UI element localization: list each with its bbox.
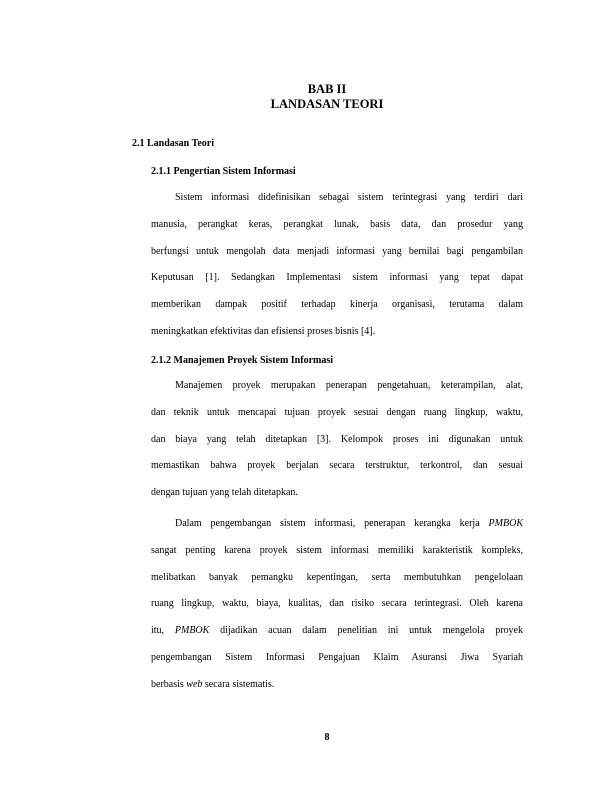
subsection-heading-2-1-1: 2.1.1 Pengertian Sistem Informasi [151, 166, 296, 177]
section-heading-2-1: 2.1 Landasan Teori [132, 138, 214, 149]
paragraph-line: ruang lingkup, waktu, biaya, kualitas, dan risiko secara terintegrasi. Oleh karena [151, 598, 523, 610]
paragraph-line: pengembangan Sistem Informasi Pengajuan Klaim Asuransi Jiwa Syariah [151, 651, 523, 663]
paragraph-line: memastikan bahwa proyek berjalan secara terstruktur, terkontrol, dan sesuai [151, 460, 523, 472]
paragraph-line: memberikan dampak positif terhadap kinerja organisasi, terutama dalam [151, 299, 523, 311]
paragraph-line: sangat penting karena proyek sistem informasi memiliki karakteristik kompleks, [151, 544, 523, 556]
paragraph-line: Sistem informasi didefinisikan sebagai sistem terintegrasi yang terdiri dari [175, 192, 523, 203]
paragraph-line: Keputusan [1]. Sedangkan Implementasi sistem informasi yang tepat dapat [151, 272, 523, 284]
paragraph-line: Dalam pengembangan sistem informasi, penerapan kerangka kerja PMBOK [175, 518, 523, 529]
paragraph-line: dan teknik untuk mencapai tujuan proyek sesuai dengan ruang lingkup, waktu, [151, 406, 523, 418]
chapter-title: LANDASAN TEORI [270, 97, 384, 111]
paragraph-line: Manajemen proyek merupakan penerapan pengetahuan, keterampilan, alat, [175, 380, 523, 391]
paragraph-line: berfungsi untuk mengolah data menjadi informasi yang bernilai bagi pengambilan [151, 245, 523, 257]
paragraph-line: berbasis web secara sistematis. [151, 678, 275, 690]
paragraph-line: manusia, perangkat keras, perangkat lunak, basis data, dan prosedur yang [151, 218, 523, 230]
paragraph-pmbok [151, 511, 523, 699]
paragraph-line: meningkatkan efektivitas dan efisiensi proses bisnis [4]. [151, 325, 376, 337]
paragraph-sistem-informasi [151, 185, 523, 346]
paragraph-manajemen-proyek [151, 373, 523, 507]
chapter-number: BAB II [307, 82, 347, 96]
page-number: 8 [324, 732, 330, 743]
paragraph-line: melibatkan banyak pemangku kepentingan, serta membutuhkan pengelolaan [151, 571, 523, 583]
paragraph-line: dan biaya yang telah ditetapkan [3]. Kelompok proses ini digunakan untuk [151, 433, 523, 445]
paragraph-line: dengan tujuan yang telah ditetapkan. [151, 487, 298, 499]
subsection-heading-2-1-2: 2.1.2 Manajemen Proyek Sistem Informasi [151, 355, 334, 366]
paragraph-line: itu, PMBOK dijadikan acuan dalam penelitian ini untuk mengelola proyek [151, 625, 523, 637]
